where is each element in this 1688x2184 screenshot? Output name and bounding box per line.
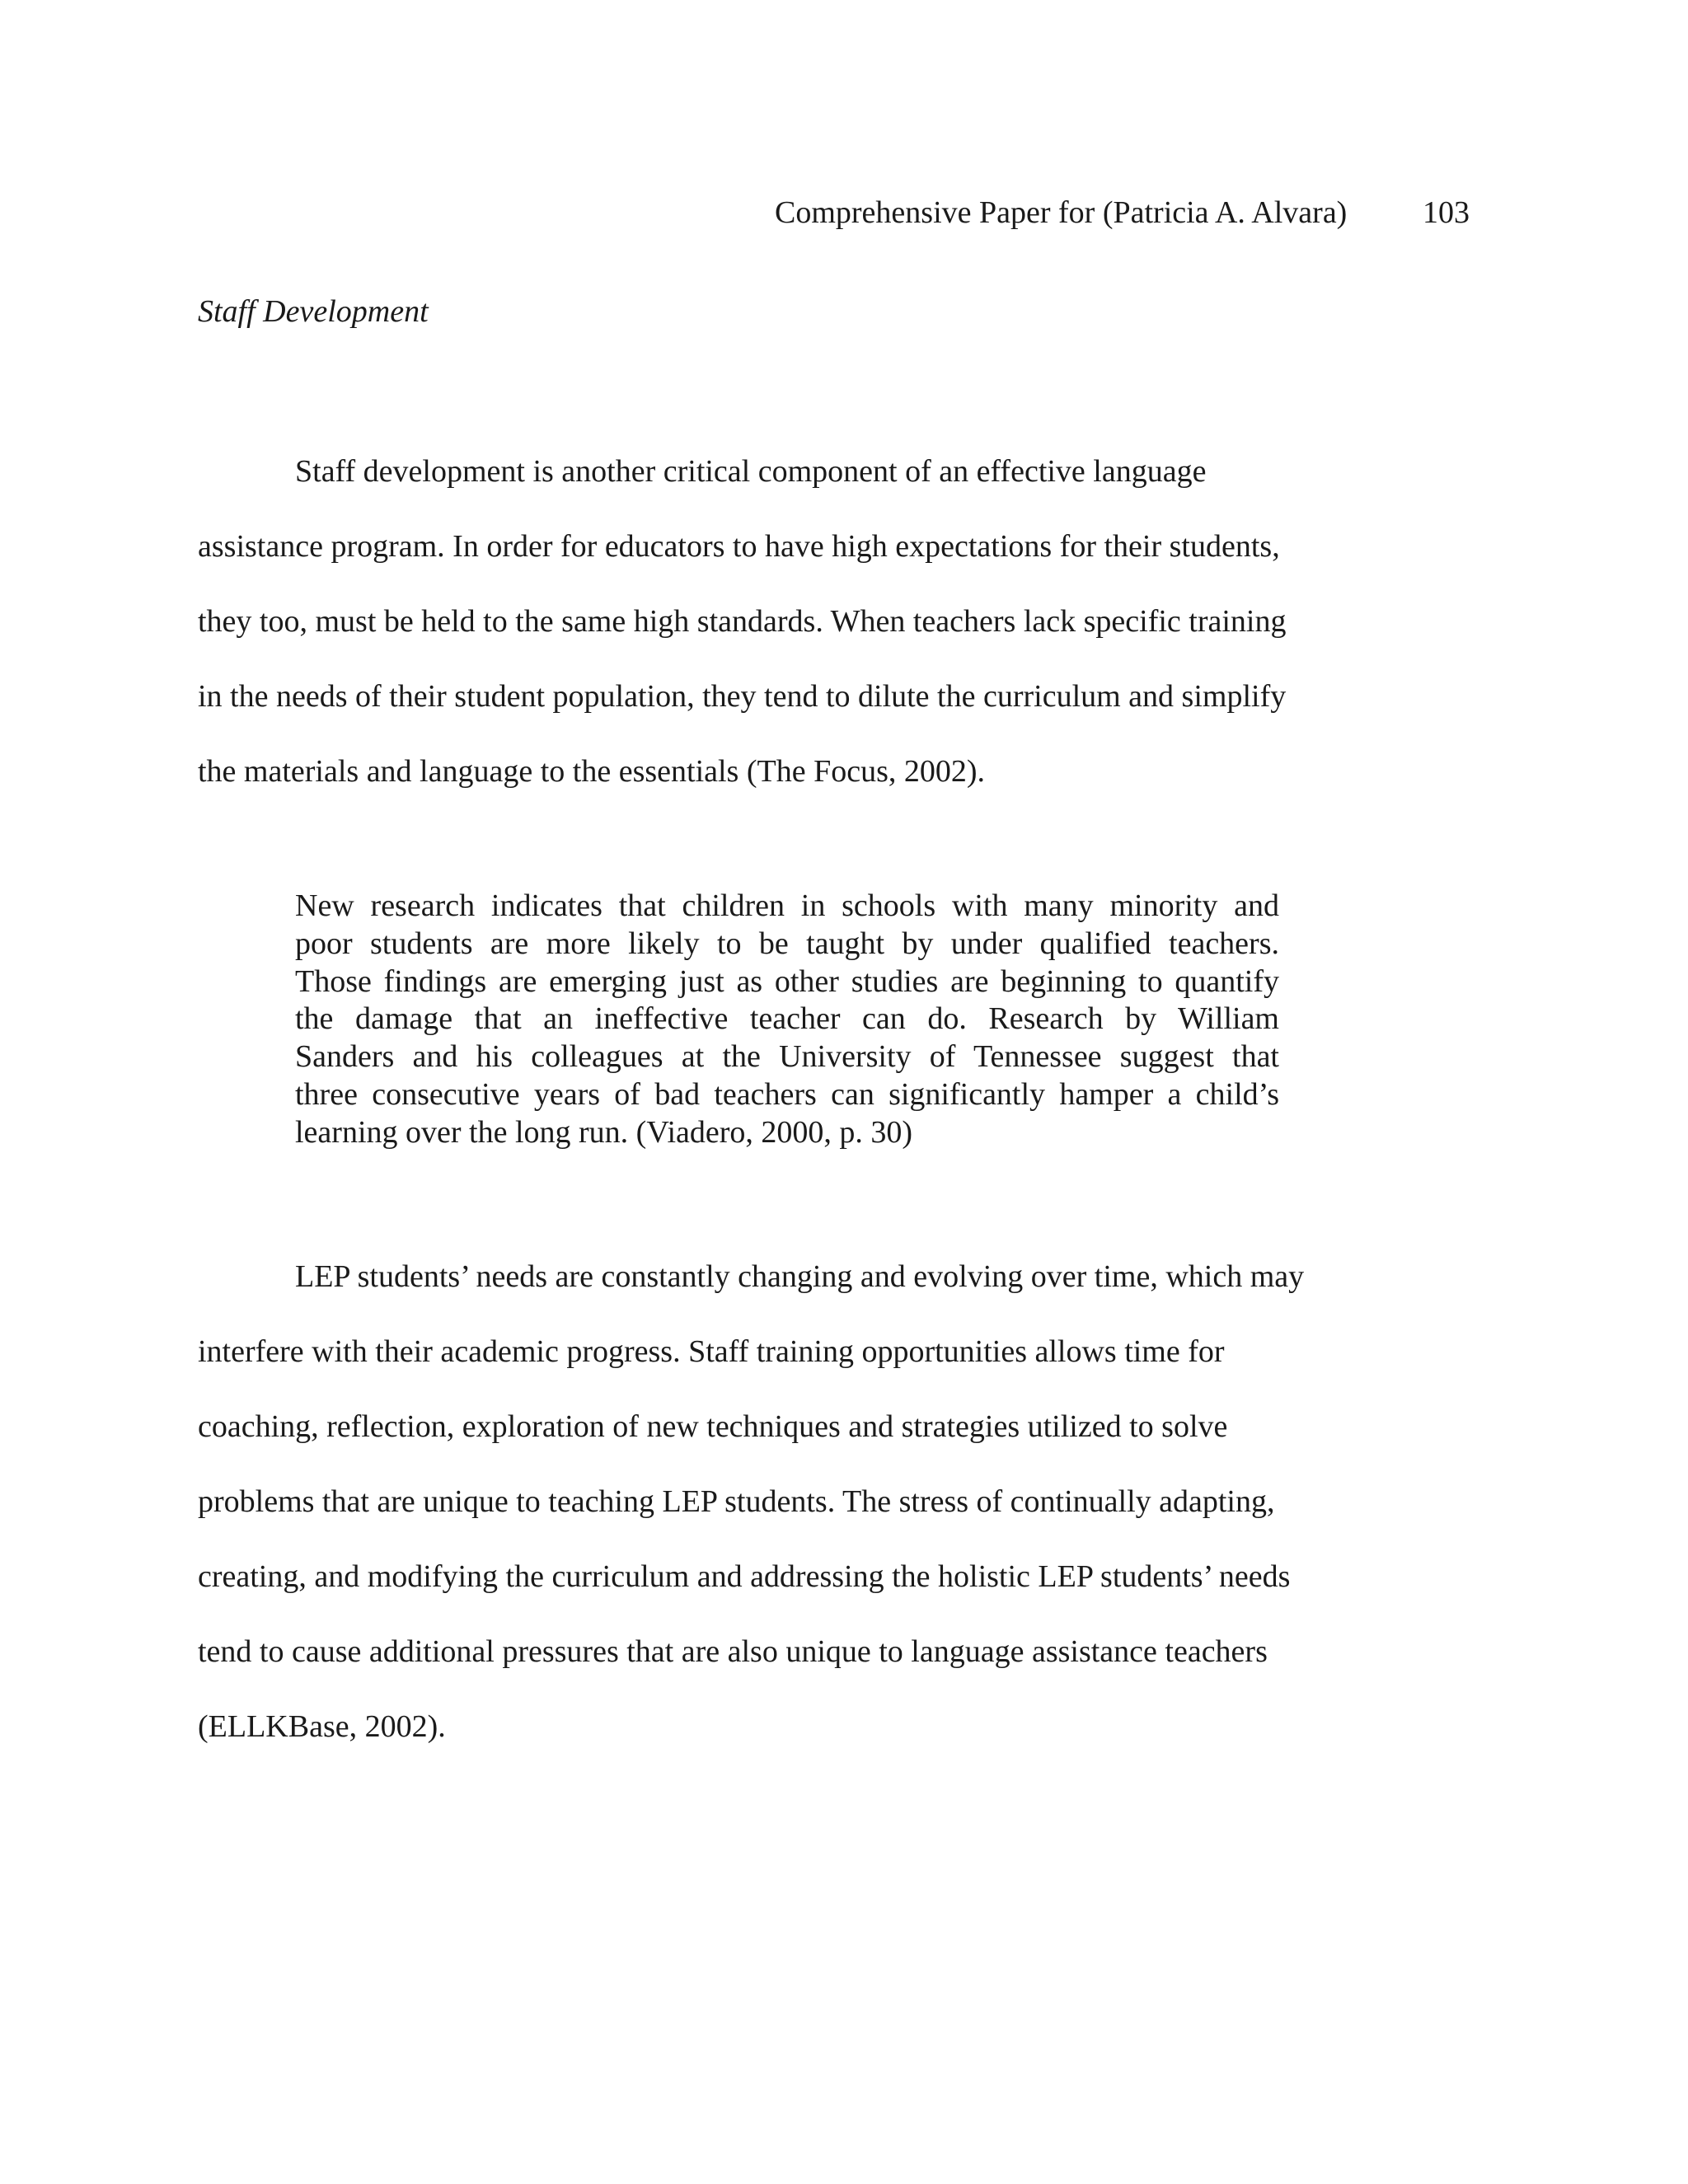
quote-line: Those findings are emerging just as other studies are beginning to quantify xyxy=(295,963,1279,999)
paragraph-line: creating, and modifying the curriculum and addressing the holistic LEP students’ needs xyxy=(198,1559,1291,1594)
paragraph-line: coaching, reflection, exploration of new techniques and strategies utilized to solve xyxy=(198,1409,1228,1444)
quote-line: the damage that an ineffective teacher can do. Research by William xyxy=(295,1001,1279,1037)
paragraph-line: LEP students’ needs are constantly changing and evolving over time, which may xyxy=(295,1259,1305,1294)
page-number: 103 xyxy=(1423,195,1470,230)
paragraph-line: Staff development is another critical component of an effective language xyxy=(295,454,1207,489)
paragraph-line: problems that are unique to teaching LEP students. The stress of continually adapting, xyxy=(198,1484,1275,1519)
paragraph-line: interfere with their academic progress. Staff training opportunities allows time for xyxy=(198,1334,1225,1369)
paragraph-line: in the needs of their student population, they tend to dilute the curriculum and simplify xyxy=(198,679,1287,714)
paragraph-line: (ELLKBase, 2002). xyxy=(198,1709,446,1744)
quote-line: poor students are more likely to be taught by under qualified teachers. xyxy=(295,926,1279,961)
quote-line: learning over the long run. (Viadero, 2000, p. 30) xyxy=(295,1114,913,1150)
quote-line: New research indicates that children in schools with many minority and xyxy=(295,888,1279,923)
paragraph-line: the materials and language to the essentials (The Focus, 2002). xyxy=(198,754,986,789)
quote-line: Sanders and his colleagues at the University of Tennessee suggest that xyxy=(295,1039,1279,1075)
running-head: Comprehensive Paper for (Patricia A. Alvara) xyxy=(775,195,1348,230)
block-quote xyxy=(295,888,1279,1152)
paragraph-line: they too, must be held to the same high standards. When teachers lack specific training xyxy=(198,604,1287,639)
paragraph-line: tend to cause additional pressures that are also unique to language assistance teachers xyxy=(198,1634,1268,1669)
section-heading: Staff Development xyxy=(198,294,429,329)
paragraph-line: assistance program. In order for educators to have high expectations for their students, xyxy=(198,529,1280,564)
quote-line: three consecutive years of bad teachers can significantly hamper a child’s xyxy=(295,1076,1279,1112)
